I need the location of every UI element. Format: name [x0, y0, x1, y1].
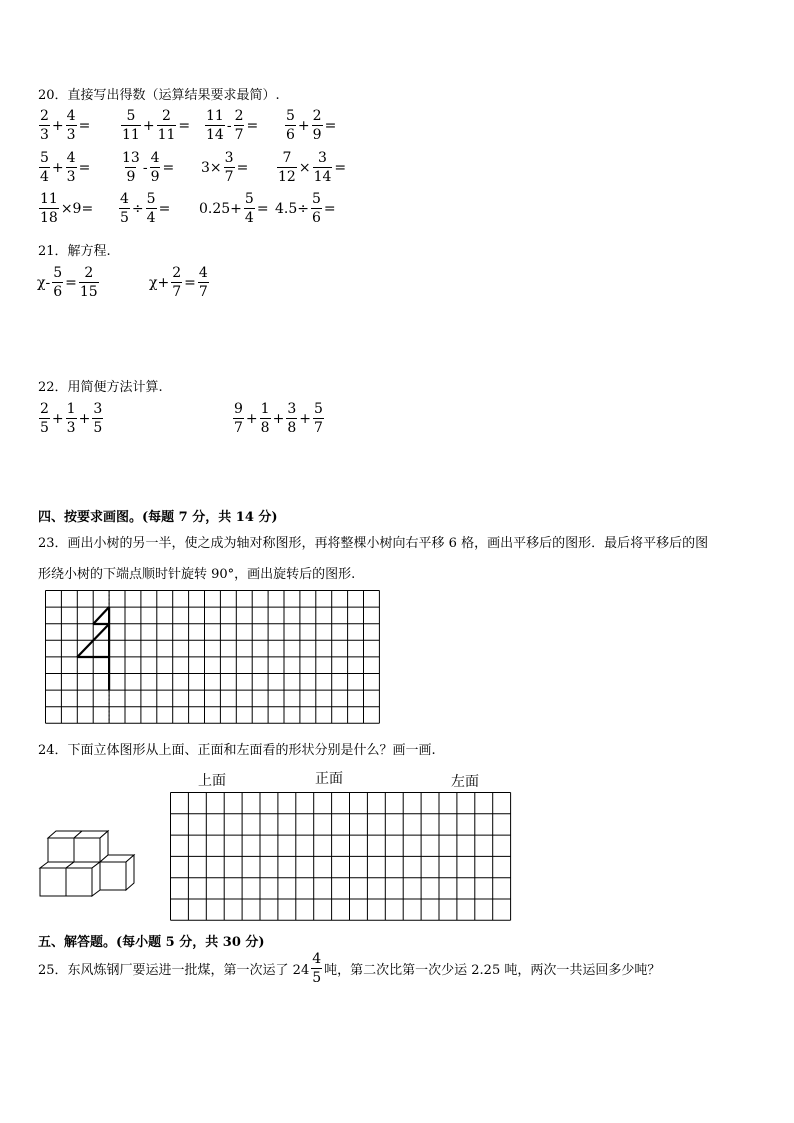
- fraction-denominator: 18: [40, 210, 58, 226]
- fraction-numerator: 7: [282, 150, 292, 166]
- fraction: [171, 266, 182, 299]
- math-operator: -: [226, 117, 232, 134]
- fraction: [39, 151, 50, 184]
- fraction: [52, 266, 63, 299]
- fraction: [277, 151, 297, 184]
- fraction-denominator: 6: [312, 210, 321, 226]
- fraction-denominator: 3: [66, 420, 76, 436]
- fraction-denominator: 9: [126, 169, 136, 185]
- q20-expr: [118, 192, 171, 225]
- fraction: [146, 192, 157, 225]
- fraction-denominator: 7: [234, 127, 244, 143]
- fraction: [198, 266, 209, 299]
- q20-expr: [204, 109, 259, 142]
- fraction-denominator: 3: [66, 127, 76, 143]
- fraction-denominator: 9: [312, 127, 322, 143]
- fraction: [313, 151, 333, 184]
- q21-expr: [148, 266, 210, 299]
- math-operator: ×9=: [60, 200, 94, 217]
- fraction-numerator: 2: [172, 265, 182, 281]
- fraction: [66, 151, 77, 184]
- fraction-numerator: 2: [40, 401, 49, 417]
- math-operator: =: [324, 117, 337, 134]
- fraction-denominator: 5: [93, 420, 103, 436]
- fraction-numerator: 4: [198, 265, 208, 281]
- fraction-numerator: 1: [66, 401, 76, 417]
- q22-title: 22．用简便方法计算.: [38, 380, 163, 395]
- fraction-numerator: 2: [84, 265, 94, 281]
- fraction-numerator: 2: [40, 108, 49, 124]
- fraction: [66, 109, 77, 142]
- view-label-front: 正面: [315, 771, 343, 787]
- fraction-numerator: 5: [286, 108, 295, 124]
- fraction-numerator: 5: [40, 150, 49, 166]
- fraction-denominator: 4: [244, 210, 254, 226]
- q20-title: 20．直接写出得数（运算结果要求最简）.: [38, 88, 280, 103]
- fraction-denominator: 9: [150, 169, 160, 185]
- fraction-numerator: 4: [120, 191, 129, 207]
- view-label-top: 上面: [198, 773, 226, 789]
- fraction-numerator: 3: [93, 401, 103, 417]
- fraction-denominator: 7: [313, 420, 323, 436]
- fraction-numerator: 11: [40, 191, 58, 207]
- q22-expr: [38, 402, 104, 435]
- fraction: [233, 402, 244, 435]
- math-operator: ×: [298, 159, 311, 176]
- math-operator: 3×: [201, 159, 222, 176]
- fraction-numerator: 4: [66, 150, 76, 166]
- fraction: [312, 109, 323, 142]
- fraction: [39, 402, 50, 435]
- q25-text: [38, 952, 660, 985]
- fraction-denominator: 4: [40, 169, 49, 185]
- fraction: [234, 109, 245, 142]
- math-operator: +: [272, 410, 285, 427]
- fraction-numerator: 9: [234, 401, 243, 417]
- fraction-denominator: 15: [79, 284, 98, 300]
- fraction-denominator: 8: [260, 420, 270, 436]
- fraction: [285, 109, 296, 142]
- math-operator: =: [236, 159, 249, 176]
- q20-expr: [120, 151, 175, 184]
- q22-expr: [232, 402, 325, 435]
- math-operator: +: [51, 117, 64, 134]
- fraction: [92, 402, 103, 435]
- q23-drawing-grid[interactable]: [45, 590, 381, 724]
- fraction-denominator: 6: [53, 284, 63, 300]
- math-operator: =: [78, 159, 91, 176]
- q21-title: 21．解方程.: [38, 244, 111, 259]
- fraction-denominator: 8: [287, 420, 297, 436]
- math-operator: =: [323, 200, 336, 217]
- math-operator: +: [51, 410, 64, 427]
- fraction-denominator: 14: [206, 127, 224, 143]
- fraction: [205, 109, 225, 142]
- fraction-denominator: 7: [198, 284, 208, 300]
- fraction-denominator: 3: [66, 169, 76, 185]
- fraction: [311, 192, 322, 225]
- fraction: [39, 109, 50, 142]
- q20-expr: [38, 151, 91, 184]
- fraction: [244, 192, 255, 225]
- fraction-denominator: 14: [313, 169, 332, 185]
- math-operator: +: [142, 117, 155, 134]
- fraction-numerator: 2: [162, 108, 171, 124]
- q25-fraction-denominator: 5: [312, 970, 322, 986]
- section-4-heading: 四、按要求画图。(每题 7 分，共 14 分): [38, 510, 278, 525]
- q25-text-part1: 25．东风炼钢厂要运进一批煤，第一次运了 24: [38, 963, 310, 978]
- fraction: [286, 402, 297, 435]
- fraction-denominator: 3: [40, 127, 49, 143]
- q25-fraction: [311, 952, 322, 985]
- fraction-denominator: 7: [172, 284, 182, 300]
- q20-expr: [276, 151, 347, 184]
- math-operator: -: [142, 159, 148, 176]
- math-operator: =: [256, 200, 269, 217]
- fraction-numerator: 5: [313, 401, 323, 417]
- q20-expr: [38, 192, 94, 225]
- fraction-denominator: 4: [146, 210, 156, 226]
- math-operator: =: [158, 200, 171, 217]
- fraction-denominator: 11: [122, 127, 140, 143]
- q20-expr: [200, 151, 249, 184]
- fraction-numerator: 5: [146, 191, 156, 207]
- fraction-denominator: 7: [234, 420, 243, 436]
- fraction: [224, 151, 235, 184]
- fraction-numerator: 4: [150, 150, 160, 166]
- q20-expr: [198, 192, 270, 225]
- fraction-numerator: 2: [234, 108, 244, 124]
- math-operator: =: [246, 117, 259, 134]
- q23-text-line2: 形绕小树的下端点顺时针旋转 90°，画出旋转后的图形.: [38, 567, 356, 582]
- math-operator: χ+: [149, 274, 170, 291]
- math-operator: =: [178, 117, 191, 134]
- fraction: [150, 151, 161, 184]
- fraction-numerator: 3: [287, 401, 297, 417]
- fraction-numerator: 3: [318, 150, 327, 166]
- q20-expr: [274, 192, 337, 225]
- fraction-numerator: 2: [312, 108, 322, 124]
- q20-expr: [120, 109, 191, 142]
- fraction: [157, 109, 177, 142]
- math-operator: 0.25+: [199, 200, 242, 217]
- math-operator: +: [245, 410, 258, 427]
- math-operator: +: [299, 410, 311, 427]
- fraction-denominator: 5: [120, 210, 129, 226]
- q20-expr: [284, 109, 337, 142]
- fraction-numerator: 3: [224, 150, 234, 166]
- fraction: [79, 266, 99, 299]
- math-operator: 4.5÷: [275, 200, 309, 217]
- fraction-numerator: 11: [206, 108, 224, 124]
- cube-solid-figure: [38, 828, 138, 902]
- fraction: [260, 402, 271, 435]
- fraction: [121, 109, 141, 142]
- fraction-numerator: 5: [244, 191, 254, 207]
- math-operator: χ-: [37, 274, 51, 291]
- fraction: [313, 402, 324, 435]
- fraction-denominator: 5: [40, 420, 49, 436]
- fraction: [119, 192, 130, 225]
- fraction-numerator: 4: [66, 108, 76, 124]
- math-operator: =: [184, 274, 196, 291]
- fraction-denominator: 6: [286, 127, 295, 143]
- math-operator: ÷: [131, 200, 144, 217]
- fraction: [66, 402, 77, 435]
- math-operator: =: [162, 159, 175, 176]
- math-operator: =: [334, 159, 347, 176]
- view-label-left: 左面: [451, 774, 479, 790]
- q21-expr: [36, 266, 100, 299]
- math-operator: +: [51, 159, 64, 176]
- math-operator: +: [78, 410, 91, 427]
- fraction: [39, 192, 59, 225]
- fraction-denominator: 7: [224, 169, 234, 185]
- math-operator: +: [297, 117, 310, 134]
- fraction-numerator: 1: [260, 401, 270, 417]
- section-5-heading: 五、解答题。(每小题 5 分，共 30 分): [38, 935, 265, 950]
- math-operator: =: [78, 117, 91, 134]
- fraction-denominator: 11: [157, 127, 176, 143]
- q20-expr: [38, 109, 91, 142]
- math-operator: =: [65, 274, 77, 291]
- fraction-numerator: 5: [312, 191, 321, 207]
- half-tree-branch-upper: [93, 607, 109, 624]
- fraction-numerator: 13: [122, 150, 140, 166]
- fraction: [121, 151, 141, 184]
- q23-text-line1: 23．画出小树的另一半，使之成为轴对称图形，再将整棵小树向右平移 6 格，画出平移后的图形．最后将平移后的图: [38, 536, 709, 551]
- fraction-numerator: 5: [53, 265, 63, 281]
- q25-text-part2: 吨，第二次比第一次少运 2.25 吨，两次一共运回多少吨？: [324, 963, 661, 978]
- q25-fraction-numerator: 4: [312, 951, 322, 967]
- fraction-denominator: 12: [278, 169, 296, 185]
- q24-title: 24．下面立体图形从上面、正面和左面看的形状分别是什么？画一画.: [38, 743, 436, 758]
- fraction-numerator: 5: [126, 108, 136, 124]
- q24-drawing-grid[interactable]: [170, 792, 512, 922]
